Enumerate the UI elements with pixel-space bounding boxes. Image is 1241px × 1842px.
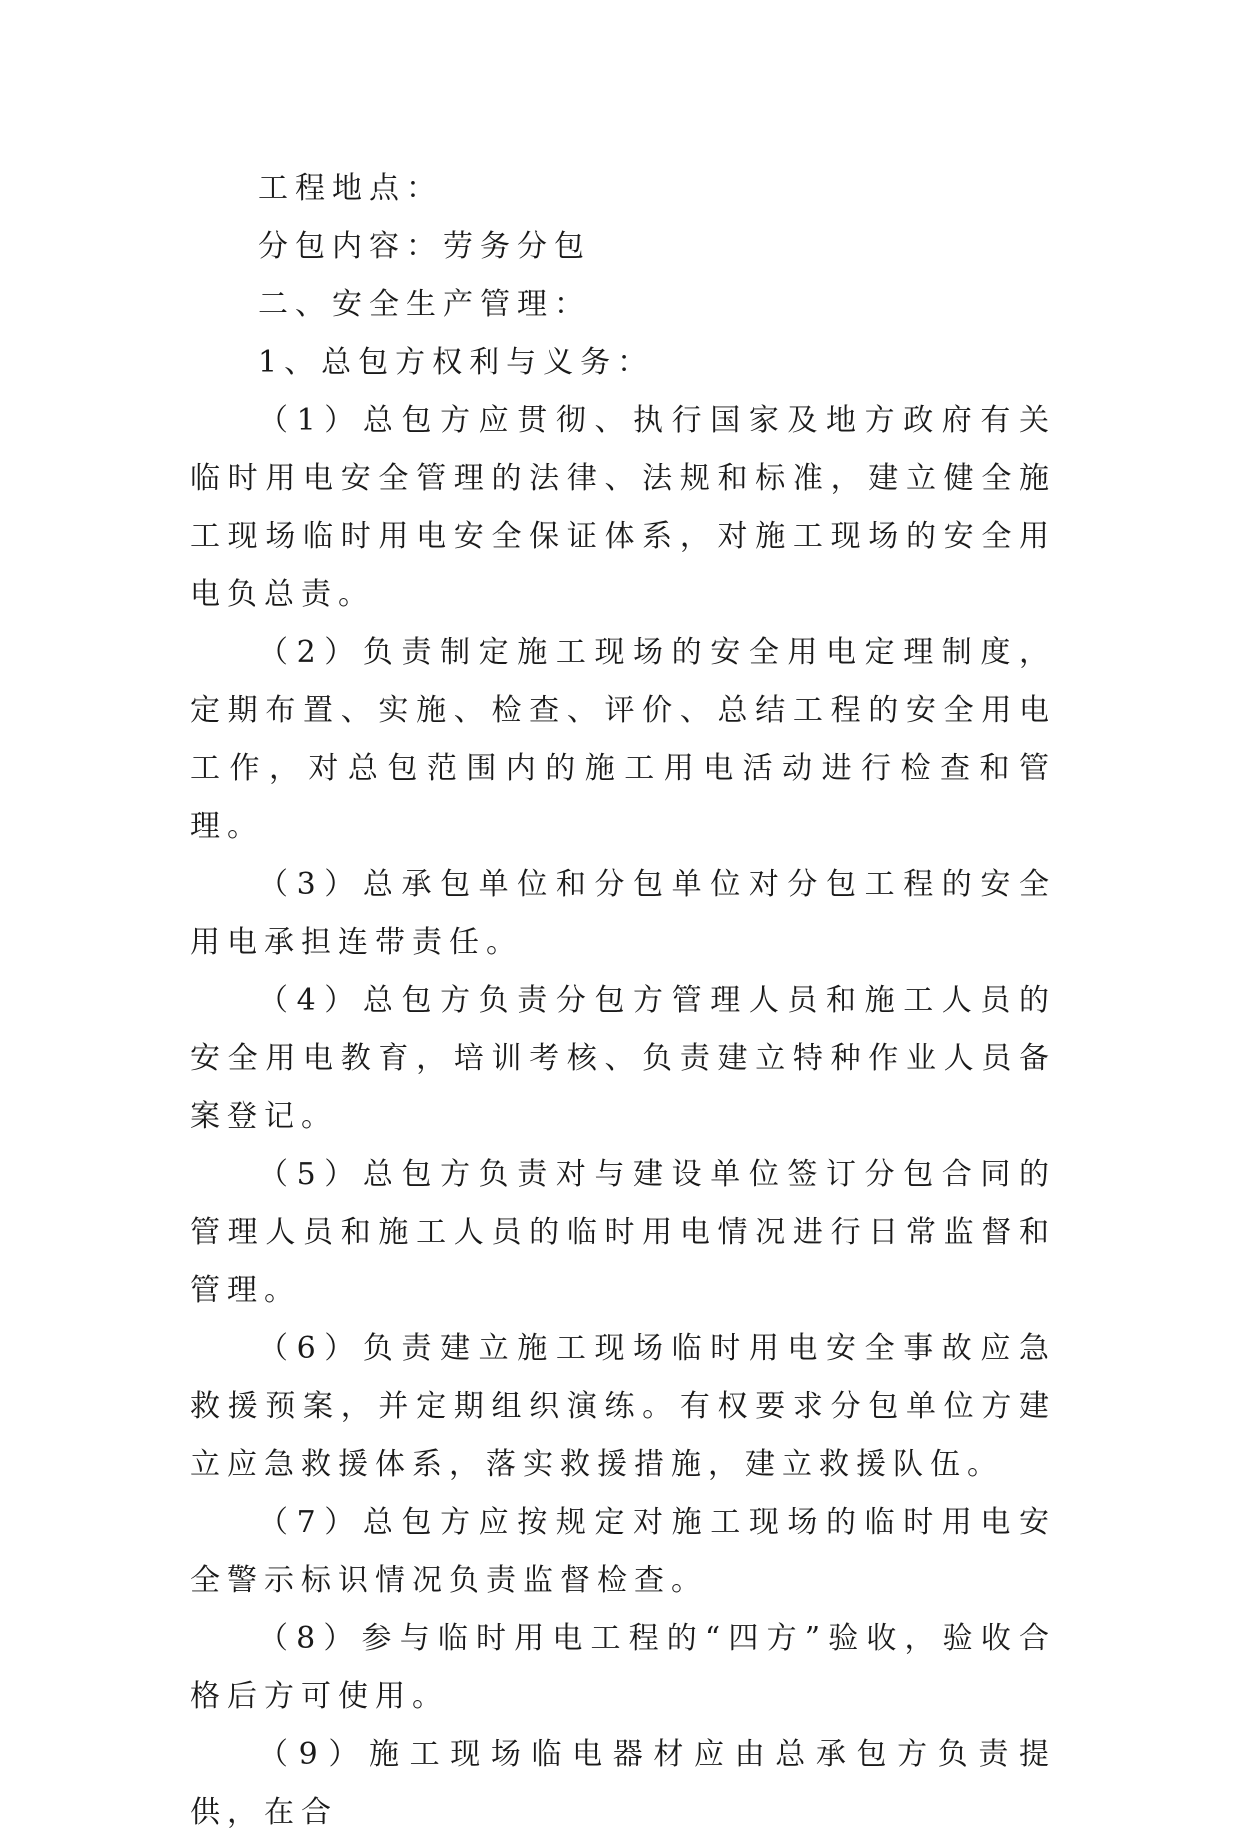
clause-6: （6）负责建立施工现场临时用电安全事故应急救援预案，并定期组织演练。有权要求分包单位方建立应急救援体系，落实救援措施，建立救援队伍。 <box>190 1331 1056 1482</box>
clause-8: （8）参与临时用电工程的“四方”验收，验收合格后方可使用。 <box>190 1621 1056 1714</box>
document-body <box>190 160 1056 1842</box>
clause-4: （4）总包方负责分包方管理人员和施工人员的安全用电教育，培训考核、负责建立特种作业人员备案登记。 <box>190 983 1056 1134</box>
paragraph-subcontract-content: 分包内容：劳务分包 <box>258 229 591 264</box>
paragraph-project-location: 工程地点： <box>258 171 443 206</box>
subsection-heading-general-contractor: 1、总包方权利与义务： <box>258 345 655 380</box>
section-heading-safety-management: 二、安全生产管理： <box>258 287 591 322</box>
clause-1: （1）总包方应贯彻、执行国家及地方政府有关临时用电安全管理的法律、法规和标准，建立健全施工现场临时用电安全保证体系，对施工现场的安全用电负总责。 <box>190 403 1056 612</box>
clause-9: （9）施工现场临电器材应由总承包方负责提供，在合 <box>190 1737 1056 1830</box>
clause-7: （7）总包方应按规定对施工现场的临时用电安全警示标识情况负责监督检查。 <box>190 1505 1056 1598</box>
clause-3: （3）总承包单位和分包单位对分包工程的安全用电承担连带责任。 <box>190 867 1056 960</box>
clause-2: （2）负责制定施工现场的安全用电定理制度，定期布置、实施、检查、评价、总结工程的安全用电工作，对总包范围内的施工用电活动进行检查和管理。 <box>190 635 1056 844</box>
clause-5: （5）总包方负责对与建设单位签订分包合同的管理人员和施工人员的临时用电情况进行日常监督和管理。 <box>190 1157 1056 1308</box>
